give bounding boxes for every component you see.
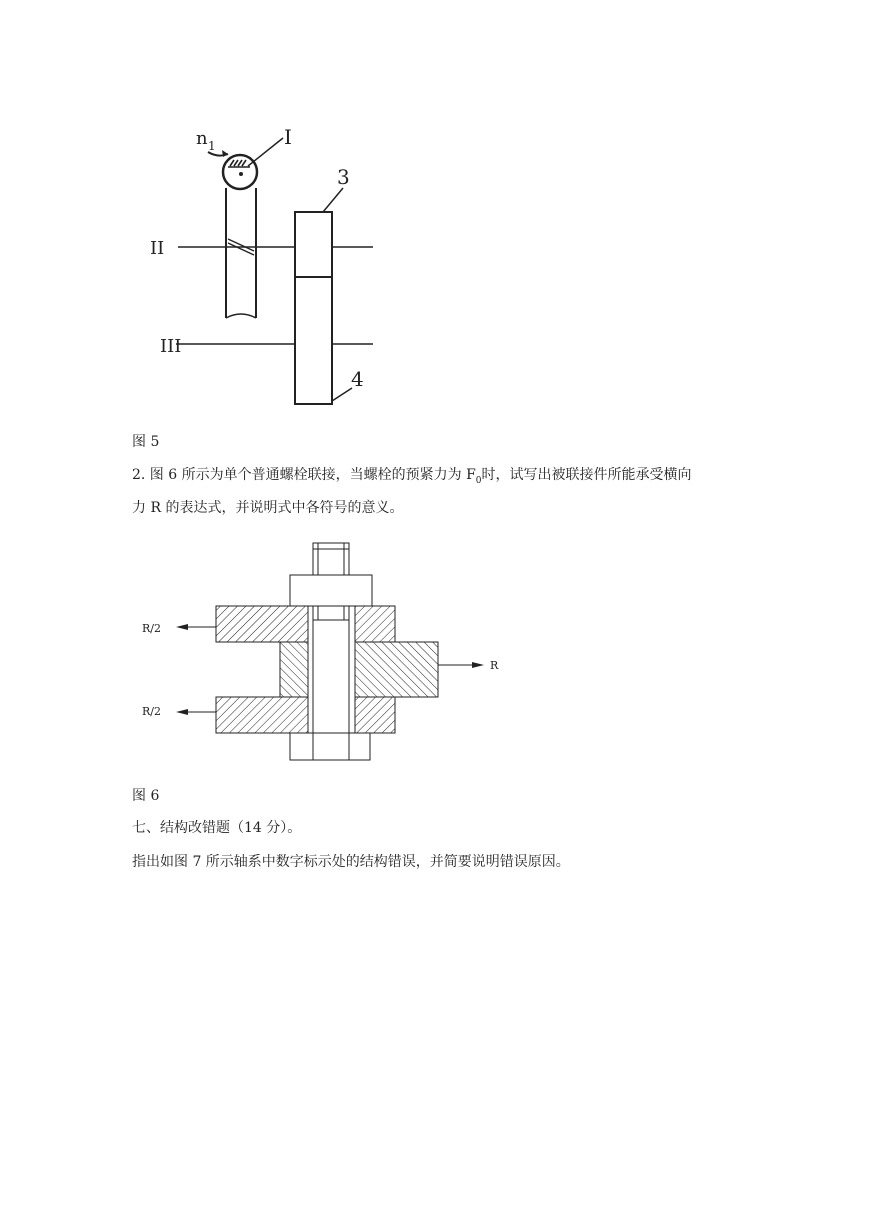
question-2-subscript: 0 [475, 475, 482, 486]
top-plate-left [216, 606, 308, 642]
label-I: I [284, 125, 292, 149]
gear-4 [295, 277, 332, 404]
bolt-shank [308, 606, 355, 733]
question-2-prefix: 2. 图 6 所示为单个普通螺栓联接，当螺栓的预紧力为 F [132, 467, 476, 483]
label-n1-subscript: 1 [208, 139, 216, 153]
middle-plate-left [280, 642, 308, 697]
question-2-line-1 [132, 466, 692, 490]
label-r-half-bottom: R/2 [142, 705, 161, 718]
nut [290, 575, 372, 606]
gear-3 [295, 212, 332, 277]
bottom-plate-right [355, 697, 395, 733]
label-II: II [150, 238, 165, 259]
top-plate-right [355, 606, 395, 642]
figure-5-diagram [130, 120, 390, 415]
label-r: R [490, 659, 499, 672]
bolt-head [290, 733, 370, 760]
figure-5-caption: 图 5 [132, 434, 160, 450]
worm-circle [223, 155, 257, 189]
label-n1: n [196, 128, 208, 149]
question-2-line-2: 力 R 的表达式，并说明式中各符号的意义。 [132, 500, 404, 516]
section-7-heading: 七、结构改错题（14 分）。 [132, 820, 302, 836]
bottom-plate-left [216, 697, 308, 733]
section-7-instruction: 指出如图 7 所示轴系中数字标示处的结构错误，并简要说明错误原因。 [132, 854, 570, 870]
label-r-half-top: R/2 [142, 622, 161, 635]
question-2-suffix: 时，试写出被联接件所能承受横向 [481, 467, 692, 483]
worm-hatch [228, 160, 250, 167]
label-3: 3 [337, 165, 350, 189]
figure-6-caption: 图 6 [132, 788, 160, 804]
figure-6-diagram [130, 535, 520, 767]
middle-plate-right [355, 642, 438, 697]
label-4: 4 [351, 367, 364, 391]
label-III: III [160, 336, 182, 357]
